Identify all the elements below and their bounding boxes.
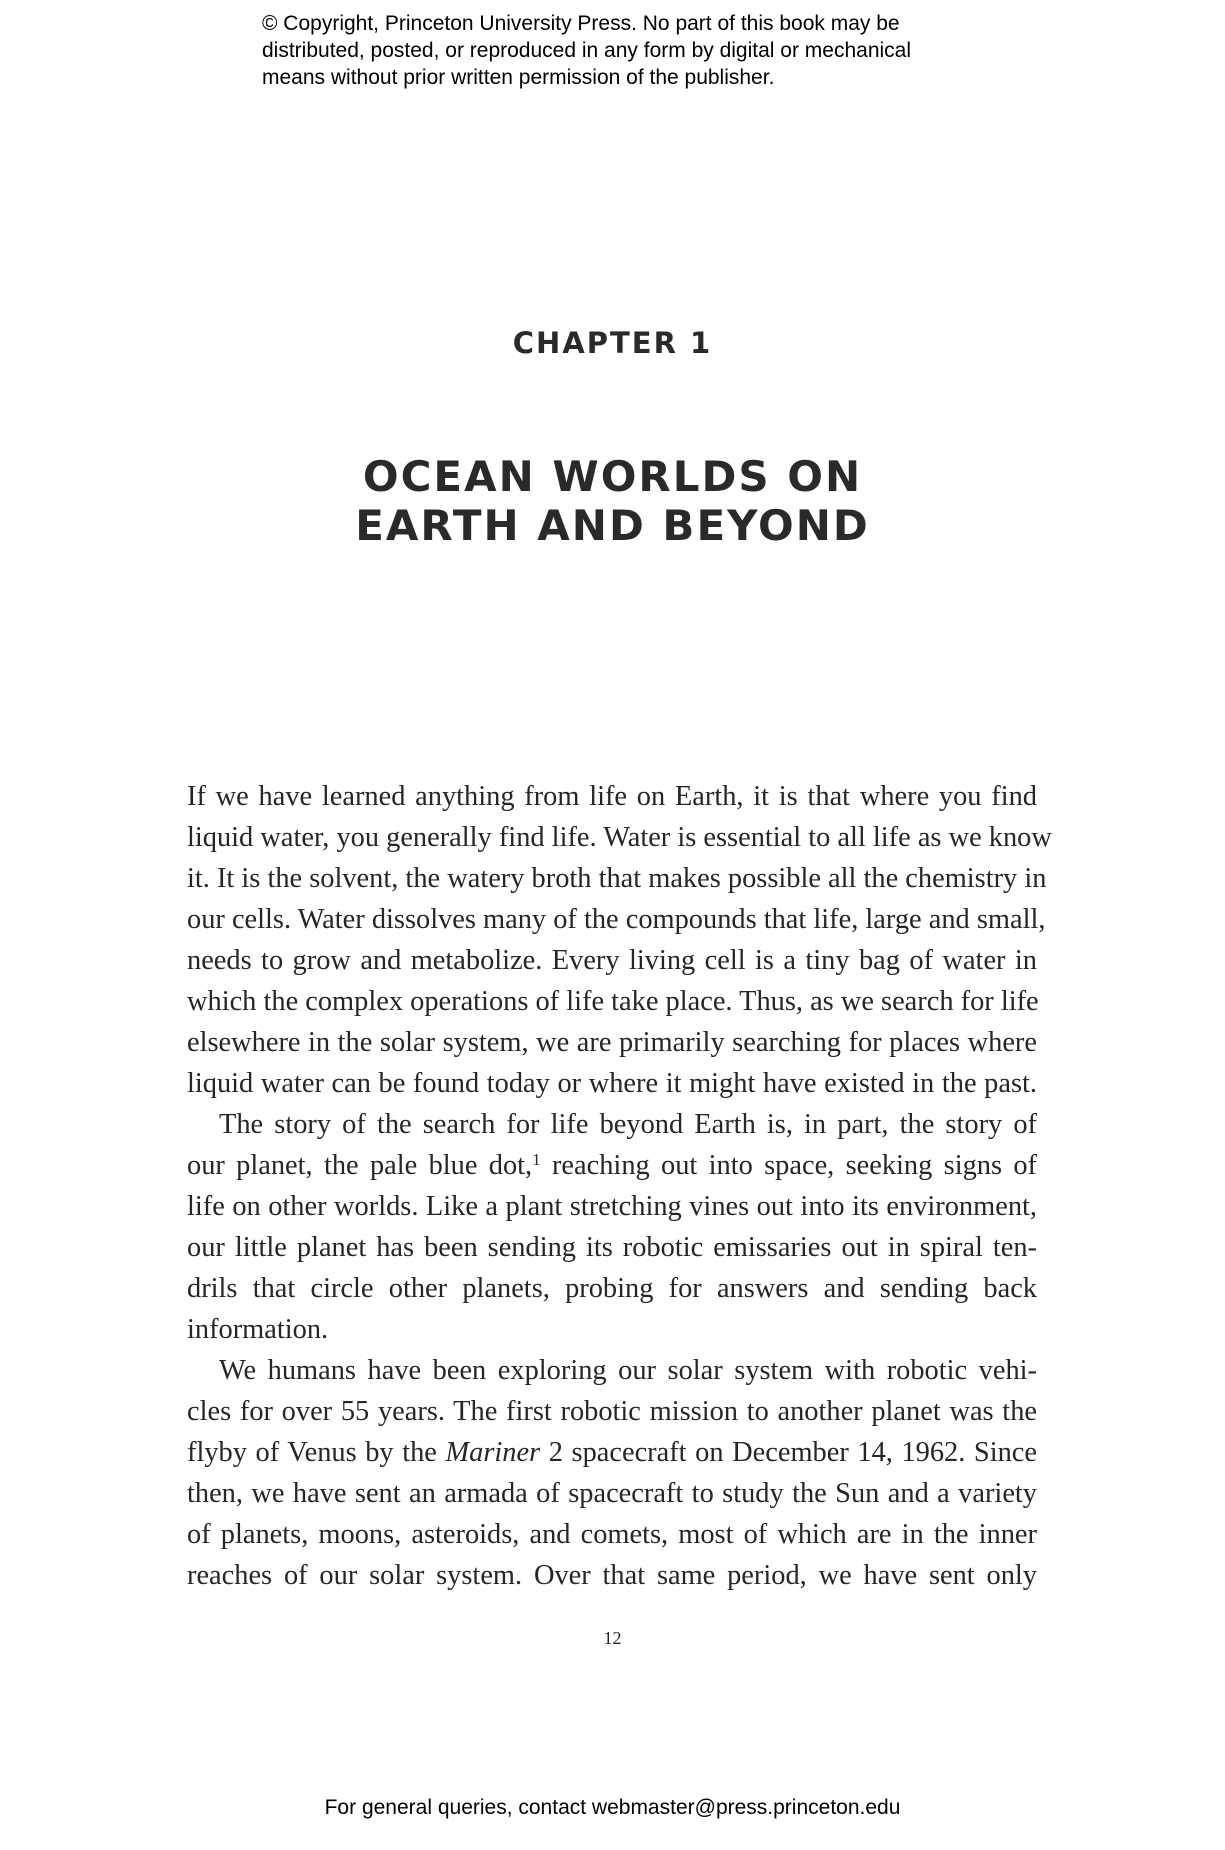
page-number: 12	[603, 1628, 622, 1648]
text-span: reaching out into space, seeking signs of	[540, 1150, 1037, 1181]
paragraph-3	[187, 1350, 1037, 1596]
text-line: information.	[187, 1314, 329, 1345]
text-line: then, we have sent an armada of spacecraft to study the Sun and a variety	[187, 1478, 1037, 1509]
text-span: flyby of Venus by the	[187, 1437, 446, 1468]
text-line: drils that circle other planets, probing for answers and sending back	[187, 1273, 1037, 1304]
text-line: cles for over 55 years. The first robotic mission to another planet was the	[187, 1396, 1037, 1427]
chapter-title-line: OCEAN WORLDS ON	[362, 452, 863, 501]
text-line	[187, 1432, 1037, 1473]
chapter-label: CHAPTER 1	[512, 326, 713, 360]
text-line: needs to grow and metabolize. Every living cell is a tiny bag of water in	[187, 945, 1037, 976]
text-line: We humans have been exploring our solar system with robotic vehi-	[219, 1355, 1037, 1386]
text-line: If we have learned anything from life on Earth, it is that where you find	[187, 781, 1037, 812]
text-line: our cells. Water dissolves many of the compounds that life, large and small,	[187, 904, 1046, 935]
text-line	[187, 1145, 1037, 1186]
text-span: 2 spacecraft on December 14, 1962. Since	[540, 1437, 1037, 1468]
italic-text: Mariner	[445, 1437, 541, 1468]
copyright-notice	[262, 10, 1022, 91]
footnote-marker[interactable]: 1	[532, 1150, 541, 1169]
text-line: our little planet has been sending its robotic emissaries out in spiral ten-	[187, 1232, 1037, 1263]
text-span: our planet, the pale blue dot,	[187, 1150, 533, 1181]
text-line: liquid water can be found today or where it might have existed in the past.	[187, 1068, 1037, 1099]
chapter-title	[0, 452, 1225, 550]
copyright-line: distributed, posted, or reproduced in any form by digital or mechanical	[262, 39, 912, 62]
text-line: The story of the search for life beyond Earth is, in part, the story of	[219, 1109, 1037, 1140]
footer-contact: For general queries, contact webmaster@press.princeton.edu	[324, 1796, 901, 1819]
text-line: liquid water, you generally find life. Water is essential to all life as we know	[187, 822, 1052, 853]
text-line: which the complex operations of life take place. Thus, as we search for life	[187, 986, 1039, 1017]
paragraph-1	[187, 776, 1052, 1104]
text-line: it. It is the solvent, the watery broth that makes possible all the chemistry in	[187, 863, 1047, 894]
chapter-title-line: EARTH AND BEYOND	[355, 501, 870, 550]
paragraph-2	[187, 1104, 1037, 1350]
text-line: elsewhere in the solar system, we are primarily searching for places where	[187, 1027, 1037, 1058]
text-line: reaches of our solar system. Over that same period, we have sent only	[187, 1560, 1037, 1591]
text-line: of planets, moons, asteroids, and comets, most of which are in the inner	[187, 1519, 1037, 1550]
text-line: life on other worlds. Like a plant stretching vines out into its environment,	[187, 1191, 1037, 1222]
copyright-line: means without prior written permission of the publisher.	[262, 66, 775, 89]
body-text	[187, 776, 1052, 1596]
copyright-line: © Copyright, Princeton University Press. No part of this book may be	[262, 12, 900, 35]
